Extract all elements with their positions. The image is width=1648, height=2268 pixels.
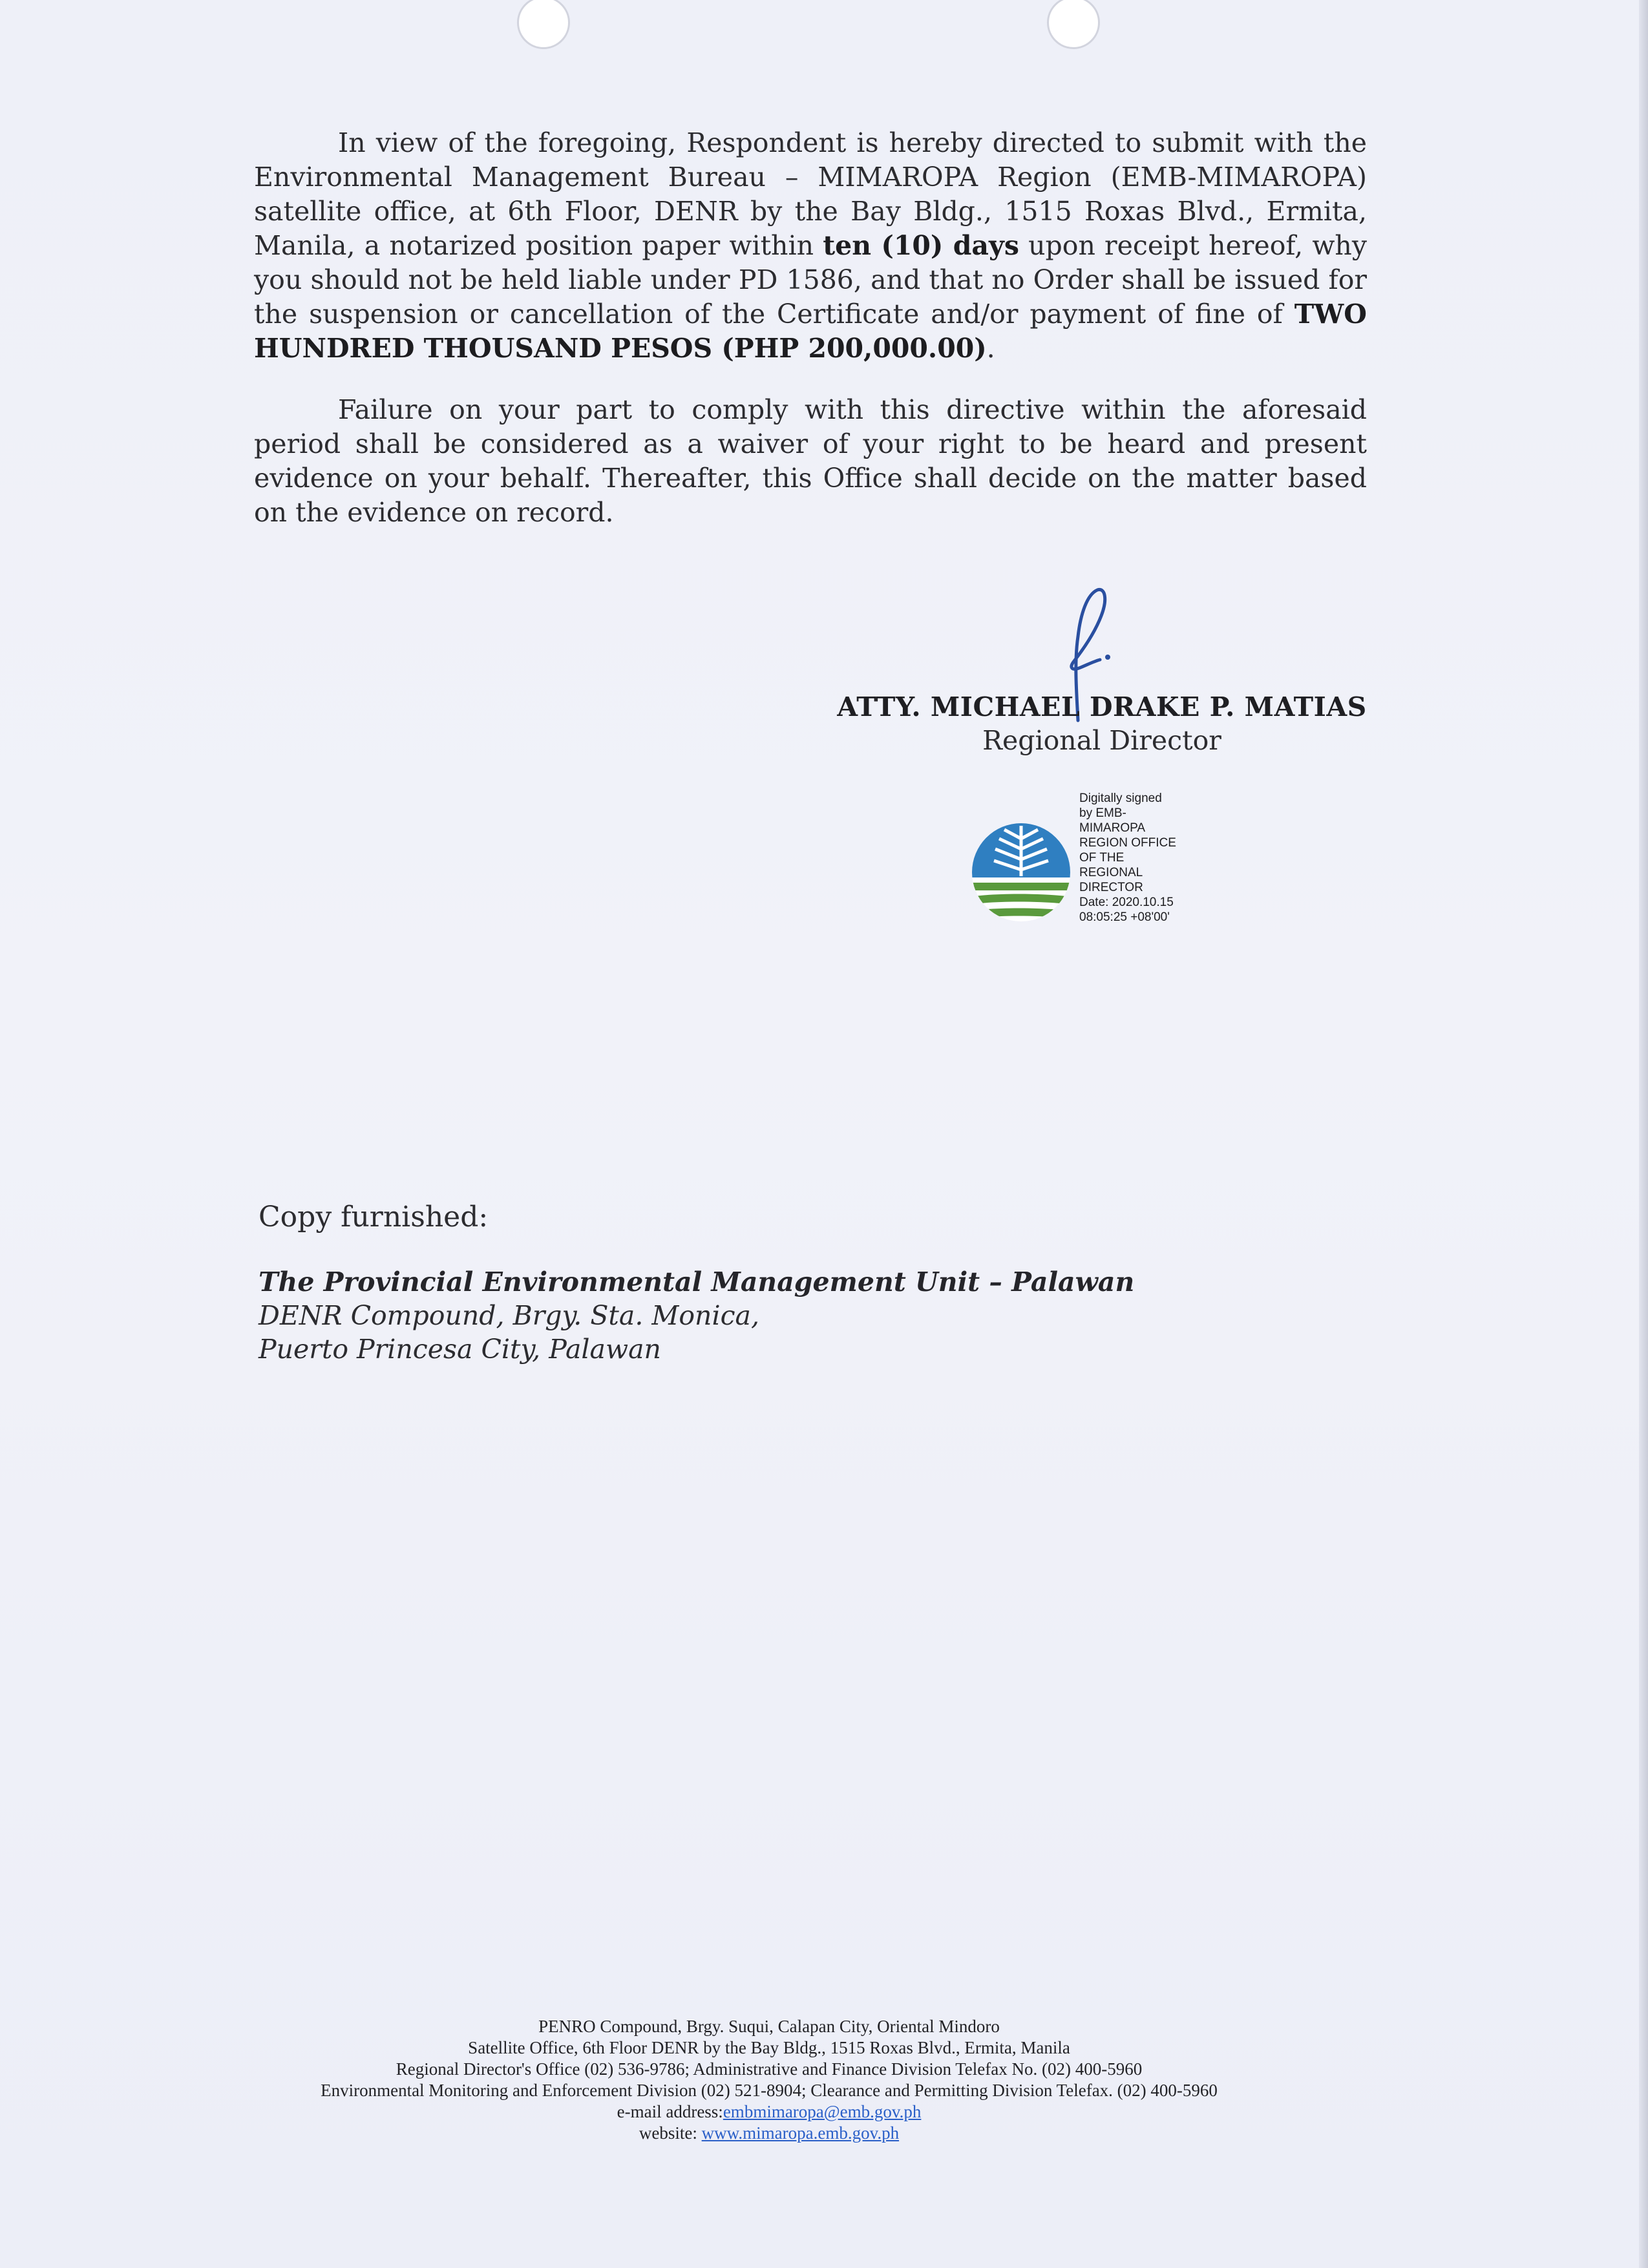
paragraph-text: In view of the foregoing, Respondent is hereby directed to submit with the Environmental Management Bureau – MIMAROPA Region (EMB-MIMAROPA) satellite office, at 6th Floor, DENR by the Bay Bldg., 1515 Roxas Blvd., Ermita, Manila, a notarized position paper within bbox=[254, 127, 1367, 261]
footer-line: Environmental Monitoring and Enforcement Division (02) 521-8904; Clearance and Permitting Division Telefax. (02) 400-5960 bbox=[321, 2081, 1218, 2100]
digital-signature-line: DIRECTOR bbox=[1079, 881, 1143, 894]
paragraph-text: upon receipt hereof, why you should not be held liable under PD 1586, and that no Order shall be issued for the suspension or cancellation of the Certificate and/or payment of fine of bbox=[254, 230, 1368, 330]
footer-line: Regional Director's Office (02) 536-9786; Administrative and Finance Division Telefax No. (02) 400-5960 bbox=[396, 2059, 1143, 2079]
denr-seal-icon bbox=[969, 821, 1073, 924]
footer-line: PENRO Compound, Brgy. Suqui, Calapan City, Oriental Mindoro bbox=[538, 2017, 1000, 2036]
digital-signature-line: 08:05:25 +08'00' bbox=[1079, 910, 1170, 924]
footer-website-row bbox=[194, 2123, 1344, 2144]
footer-email-row bbox=[194, 2101, 1344, 2123]
footer-line: Satellite Office, 6th Floor DENR by the Bay Bldg., 1515 Roxas Blvd., Ermita, Manila bbox=[468, 2038, 1070, 2057]
recipient-name: The Provincial Environmental Management Unit – Palawan bbox=[259, 1266, 1135, 1297]
punch-hole bbox=[517, 0, 570, 49]
paragraph-text: Failure on your part to comply with this directive within the aforesaid period shall be considered as a waiver of your right to be heard and present evidence on your behalf. Thereafter, this Office shall decide on the matter based on the evidence on record. bbox=[254, 394, 1367, 528]
recipient-address-line: DENR Compound, Brgy. Sta. Monica, bbox=[259, 1300, 760, 1331]
digital-signature-line: OF THE bbox=[1079, 851, 1125, 865]
paragraph-directive bbox=[254, 126, 1367, 366]
digital-signature-line: by EMB- bbox=[1079, 806, 1126, 820]
recipient-address-line: Puerto Princesa City, Palawan bbox=[259, 1334, 661, 1365]
digital-signature-line: REGIONAL bbox=[1079, 866, 1143, 879]
copy-furnished-recipient bbox=[259, 1265, 1134, 1366]
digital-signature-line: Date: 2020.10.15 bbox=[1079, 896, 1174, 909]
digital-signature-line: Digitally signed bbox=[1079, 792, 1162, 805]
letterhead-footer bbox=[194, 2016, 1344, 2144]
deadline-emphasis: ten (10) days bbox=[823, 230, 1019, 261]
digital-signature-note bbox=[1079, 791, 1196, 925]
signatory-name: ATTY. MICHAEL DRAKE P. MATIAS bbox=[837, 691, 1367, 722]
copy-furnished-label: Copy furnished: bbox=[259, 1201, 489, 1234]
signature-block bbox=[821, 691, 1383, 756]
punch-hole bbox=[1047, 0, 1100, 49]
paragraph-text: . bbox=[986, 333, 995, 364]
email-label: e-mail address: bbox=[617, 2102, 723, 2121]
paper-edge bbox=[1639, 0, 1648, 2268]
digital-signature-line: MIMAROPA bbox=[1079, 821, 1146, 835]
website-link[interactable]: www.mimaropa.emb.gov.ph bbox=[701, 2123, 900, 2143]
signatory-title: Regional Director bbox=[982, 725, 1221, 756]
digital-signature-line: REGION OFFICE bbox=[1079, 836, 1176, 850]
email-link[interactable]: embmimaropa@emb.gov.ph bbox=[723, 2102, 922, 2121]
fine-amount-emphasis: TWO HUNDRED THOUSAND PESOS (PHP 200,000.00) bbox=[254, 299, 1367, 364]
paragraph-waiver bbox=[254, 393, 1367, 530]
website-label: website: bbox=[639, 2123, 702, 2143]
